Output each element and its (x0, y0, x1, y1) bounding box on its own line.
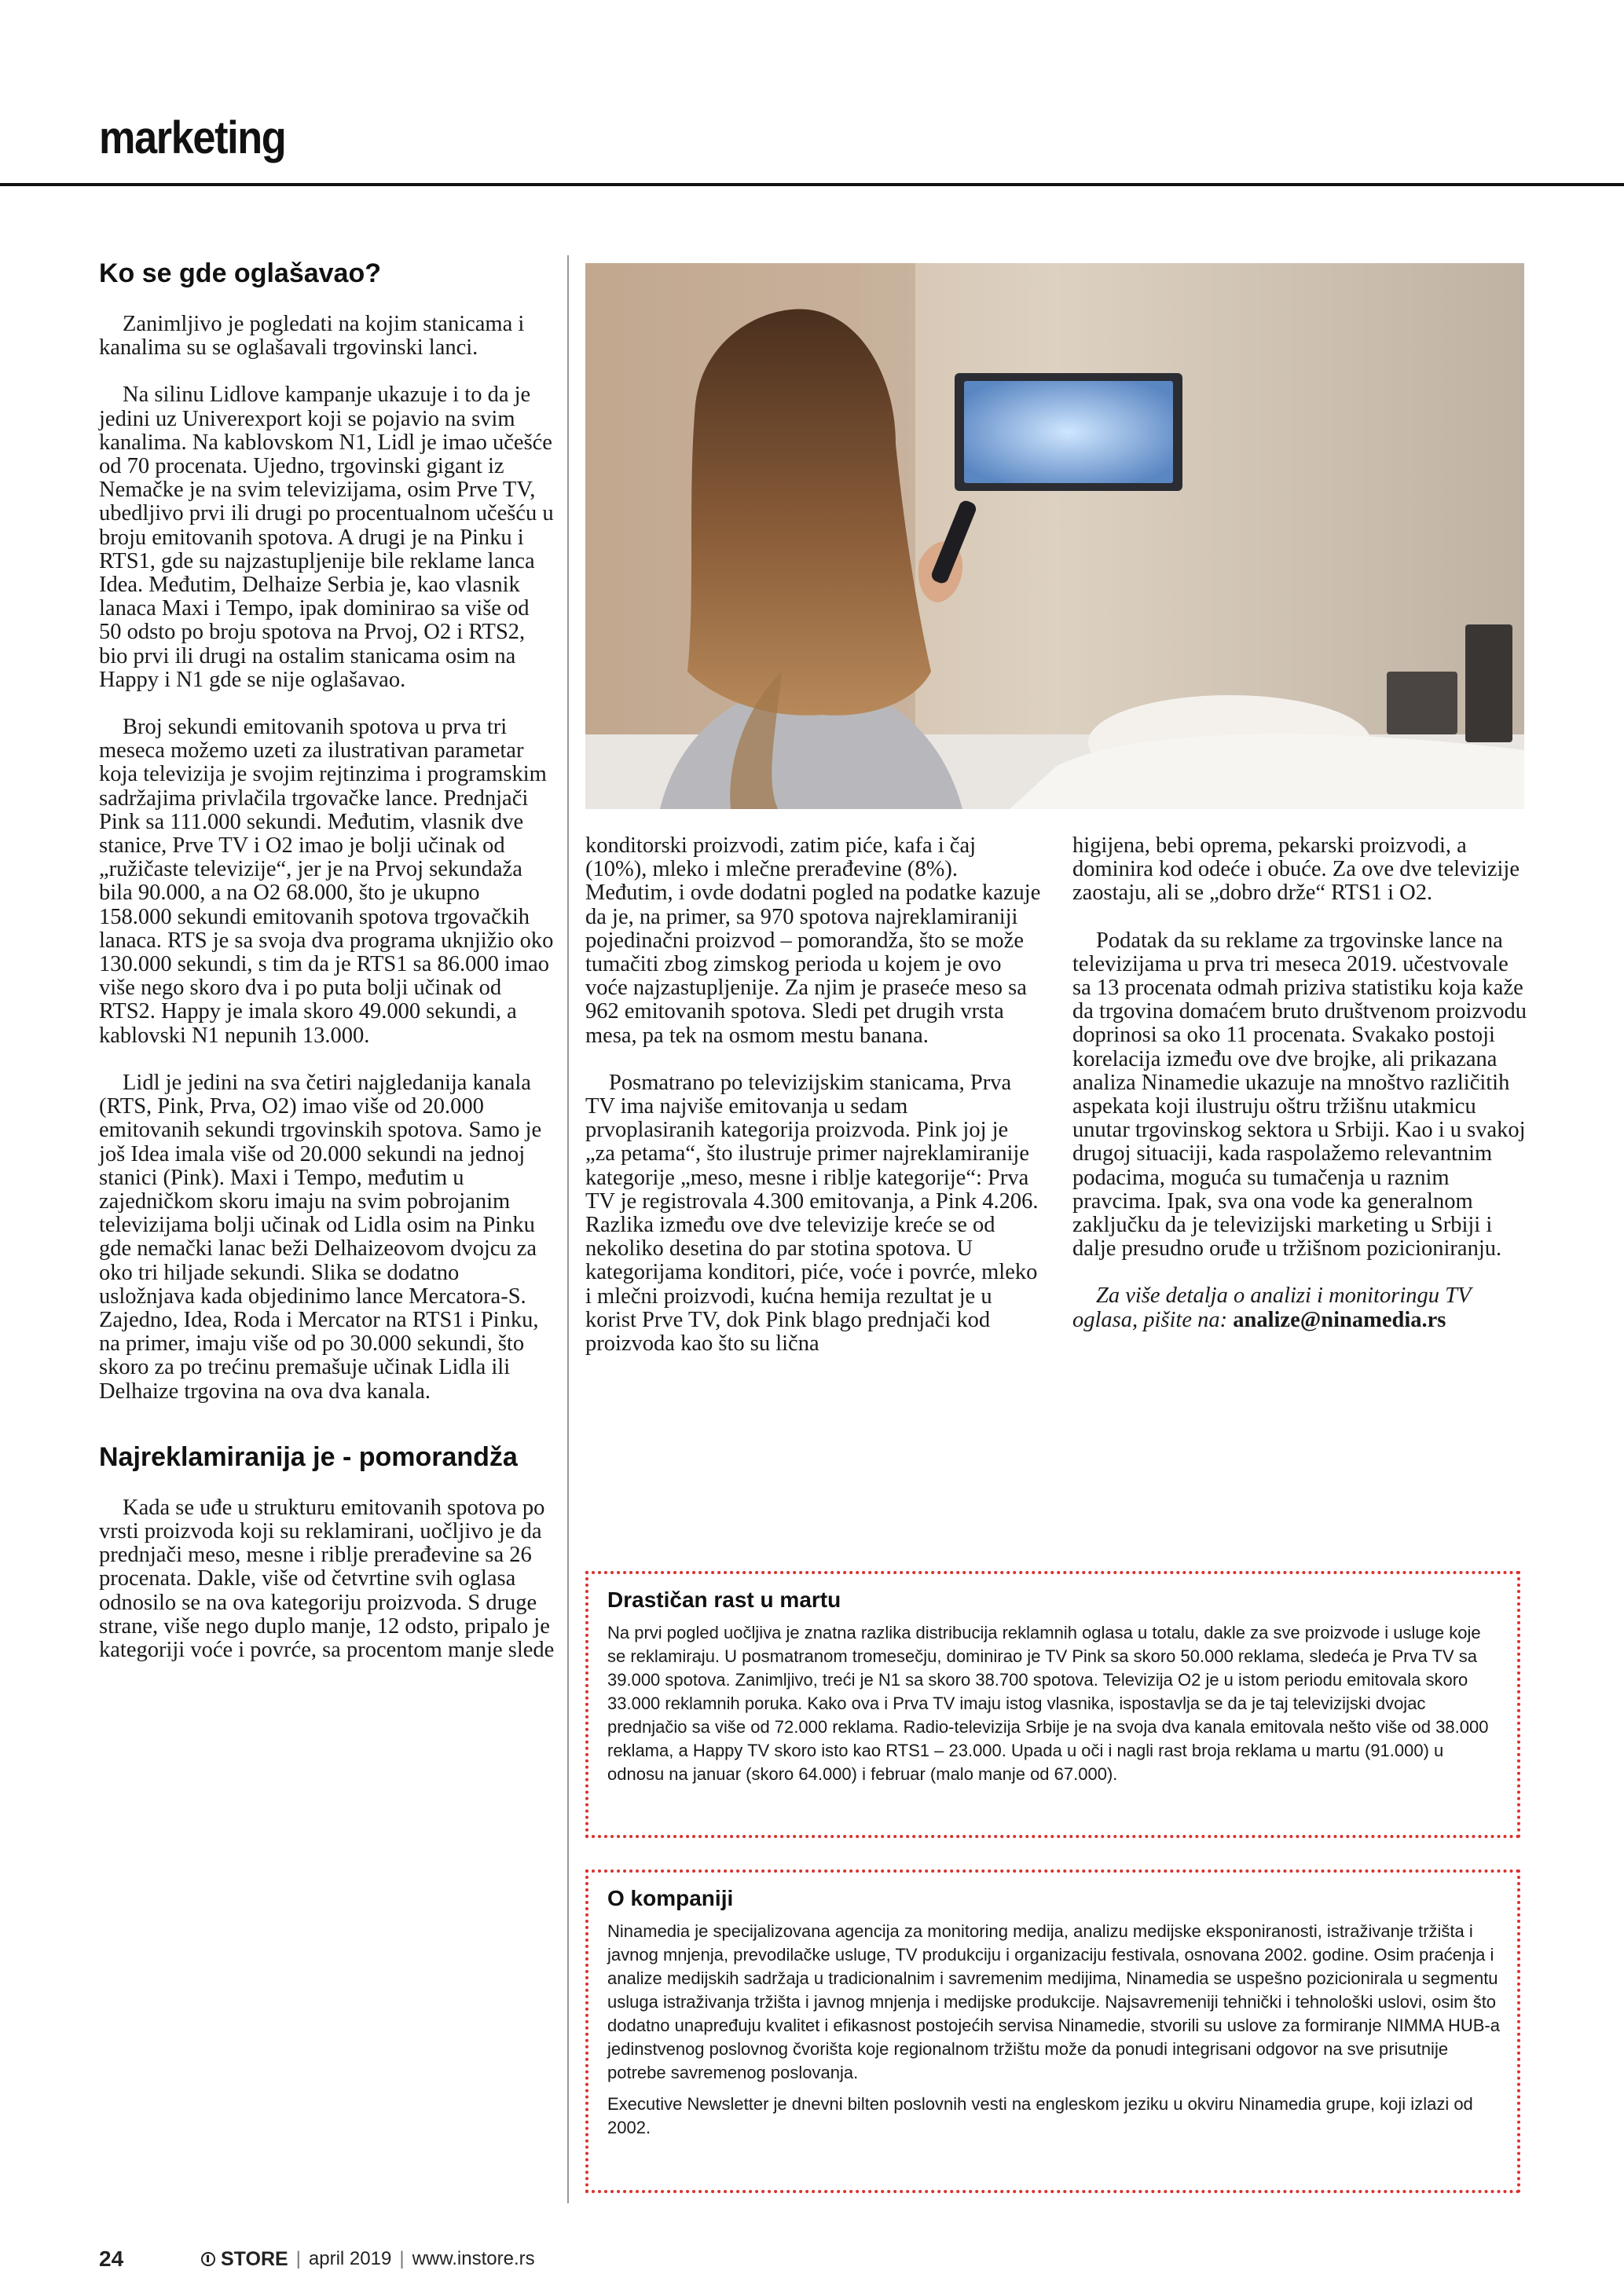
paragraph: Podatak da su reklame za trgovinske lance na televizijama u prva tri meseca 2019. učestvovale sa 13 procenata odmah priziva statistiku koja kaže da trgovina domaćem bruto društvenom proizvodu doprinosi sa oko 11 procenata. Svakako postoji korelacija između ove dve brojke, ali prikazana analiza Ninamedie ukazuje na mnoštvo različitih aspekata koji ilustruju oštru tržišnu utakmicu unutar trgovinskog sektora u Srbiji. Kao i u svakoj drugoj situaciji, kada raspolažemo relevantnim podacima, moguća su tumačenja u raznim pravcima. Ipak, sva ona vode ka generalnom zaključku da je televizijski marketing u Srbiji i dalje presudno oruđe u tržišnom pozicioniranju. (1072, 928, 1527, 1262)
paragraph: Na silinu Lidlove kampanje ukazuje i to da je jedini uz Univerexport koji se pojavio na svim kanalima. Na kablovskom N1, Lidl je imao učešće od 70 procenata. Ujedno, trgovinski gigant iz Nemačke je na svim televizijama, osim Prve TV, ubedljivo prvi ili drugi po procentualnom učešću u broju emitovanih spotova. A drugi je na Pinku i RTS1, gde su najzastupljenije bile reklame lanca Idea. Međutim, Delhaize Serbia je, kao vlasnik lanaca Maxi i Tempo, ipak dominirao sa više od 50 odsto po broju spotova na Prvoj, O2 i RTS2, bio prvi ili drugi na ostalim stanicama osim na Happy i N1 gde se nije oglašavao. (99, 383, 554, 692)
article-column-3 (1072, 834, 1528, 1332)
article-column-2 (585, 834, 1041, 1356)
contact-text: Za više detalja o analizi i monitoringu TV oglasa, pišite na: (1072, 1283, 1471, 1332)
page-footer (99, 2247, 535, 2272)
box-text: Ninamedia je specijalizovana agencija za monitoring medija, analizu medijske eksponiranosti, istraživanje tržišta i javnog mnjenja, prevodilačke usluge, TV produkciju i organizaciju festivala, osnovana 2002. godine. Osim praćenja i analize medijskih sadržaja u tradicionalnim i savremenim medijima, Ninamedia se uspešno pozicionirala u segmentu usluga istraživanja tržišta i javnog mnjenja i medijske produkcije. Najsavremeniji tehnički i tehnološki uslovi, osim što dodatno unapređuju kvalitet i efikasnost postojećih servisa Ninamedie, stvorili su uslove za formiranje NIMMA HUB-a jedinstvenog poslovnog čvorišta koje regionalnom tržištu može da ponudi integrisani odgovor na sve prisutnije potrebe savremenog poslovanja. (607, 1921, 1500, 2082)
article-photo (585, 263, 1524, 809)
footer-separator: | (399, 2248, 405, 2269)
contact-email-link[interactable]: analize@ninamedia.rs (1233, 1307, 1446, 1332)
paragraph: konditorski proizvodi, zatim piće, kafa i čaj (10%), mleko i mlečne prerađevine (8%). Međutim, i ovde dodatni pogled na podatke kazuje da je, na primer, sa 970 spotova najreklamiraniji pojedinačni proizvod – pomorandža, što se može tumačiti zbog zimskog perioda u kojem je ovo voće najzastupljenije. Za njim je praseće meso sa 962 emitovanih spotova. Sledi pet drugih vrsta mesa, pa tek na osmom mestu banana. (585, 833, 1041, 1048)
contact-note (1072, 1284, 1528, 1331)
sidebar-box-company (585, 1869, 1520, 2193)
box-text: Na prvi pogled uočljiva je znatna razlika distribucija reklamnih oglasa u totalu, dakle za sve proizvode i usluge koje se reklamiraju. U posmatranom tromesečju, dominirao je TV Pink sa skoro 50.000 reklama, sledeća je Prva TV sa 39.000 spotova. Zanimljivo, treći je N1 sa skoro 38.700 spotova. Televizija O2 je u istom periodu emitovala skoro 33.000 reklamnih poruka. Kako ova i Prva TV imaju istog vlasnika, ispostavlja se da je taj televizijski dvojac prednjačio sa više od 72.000 reklama. Radio-televizija Srbije je na svoja dva kanala emitovala nešto više od 38.000 reklama, a Happy TV skoro isto kao RTS1 – 23.000. Upada u oči i nagli rast broja reklama u martu (91.000) u odnosu na januar (skoro 64.000) i februar (malo manje od 67.000). (607, 1623, 1489, 1784)
website-link[interactable]: www.instore.rs (412, 2248, 535, 2269)
paragraph: higijena, bebi oprema, pekarski proizvodi, a dominira kod odeće i obuće. Za ove dve televizije zaostaju, ali se „dobro drže“ RTS1 i O2. (1072, 833, 1520, 906)
header-rule (0, 183, 1624, 186)
page-number: 24 (99, 2247, 124, 2271)
box-title: Drastičan rast u martu (607, 1587, 841, 1612)
paragraph: Posmatrano po televizijskim stanicama, Prva TV ima najviše emitovanja u sedam prvoplasiranih kategorija proizvoda. Pink joj je „za petama“, što ilustruje primer najreklamiranije kategorije „meso, mesne i riblje kategorije“: Prva TV je registrovala 4.300 emitovanja, a Pink 4.206. Razlika između ove dve televizije kreće se od nekoliko desetina do par stotina spotova. U kategorijama konditori, piće, voće i povrće, mleko i mlečni proizvodi, kućna hemija rezultat je u korist Prve TV, dok Pink blago prednjači kod proizvoda kao što su lična (585, 1070, 1039, 1357)
store-logo (201, 2248, 288, 2271)
store-logo-text: STORE (221, 2247, 288, 2270)
subheading-advertisers: Ko se gde oglašavao? (99, 258, 381, 288)
box-text: Executive Newsletter je dnevni bilten poslovnih vesti na engleskom jeziku u okviru Ninamedia grupe, koji izlazi od 2002. (607, 2094, 1473, 2137)
footer-separator: | (295, 2248, 301, 2269)
article-column-1 (99, 259, 555, 1662)
sidebar-box-march-growth (585, 1571, 1520, 1838)
issue-date: april 2019 (308, 2248, 392, 2269)
subheading-orange: Najreklamiranija je - pomorandža (99, 1441, 518, 1472)
section-tag: marketing (99, 112, 286, 163)
paragraph: Broj sekundi emitovanih spotova u prva tri meseca možemo uzeti za ilustrativan parametar koja televizija je svojim rejtinzima i programskim sadržajima privlačila trgovačke lance. Prednjači Pink sa 111.000 sekundi. Međutim, vlasnik dve stanice, Prve TV i O2 imao je bolji učinak od „ružičaste televizije“, jer je na Prvoj sekundaža bila 90.000, a na O2 68.000, što je ukupno 158.000 sekundi emitovanih spotova trgovačkih lanaca. RTS je sa svoja dva programa uknjižio oko 130.000 sekundi, s tim da je RTS1 sa 86.000 imao više nego skoro dva i po puta bolji učinak od RTS2. Happy je imala skoro 49.000 sekundi, a kablovski N1 nepunih 13.000. (99, 715, 554, 1048)
paragraph: Zanimljivo je pogledati na kojim stanicama i kanalima su se oglašavali trgovinski lanci. (99, 312, 525, 361)
paragraph: Lidl je jedini na sva četiri najgledanija kanala (RTS, Pink, Prva, O2) imao više od 20.000 emitovanih sekundi trgovinskih spotova. Samo je još Idea imala više od 20.000 sekundi na jednoj stanici (Pink). Maxi i Tempo, međutim u zajedničkom skoru imaju na svim pobrojanim televizijama bolji učinak od Lidla osim na Pinku gde nemački lanac beži Delhaizeovom dvojcu za oko tri hiljade sekundi. Slika se dodatno usložnjava kada objedinimo lance Mercatora-S. Zajedno, Idea, Roda i Mercator na RTS1 i Pinku, na primer, imaju više od po 30.000 sekundi, što skoro za po trećinu premašuje učinak Lidla ili Delhaize trgovina na ova dva kanala. (99, 1070, 542, 1404)
box-title: O kompaniji (607, 1886, 734, 1910)
paragraph: Kada se uđe u strukturu emitovanih spotova po vrsti proizvoda koji su reklamirani, uočljivo je da prednjači meso, mesne i riblje prerađevine sa 26 procenata. Dakle, više od četvrtine svih oglasa odnosilo se na ova kategoriju proizvoda. S druge strane, više nego duplo manje, 12 odsto, pripalo je kategoriji voće i povrće, sa procentom manje slede (99, 1495, 555, 1662)
logo-icon (201, 2252, 215, 2266)
column-divider (567, 255, 569, 2203)
